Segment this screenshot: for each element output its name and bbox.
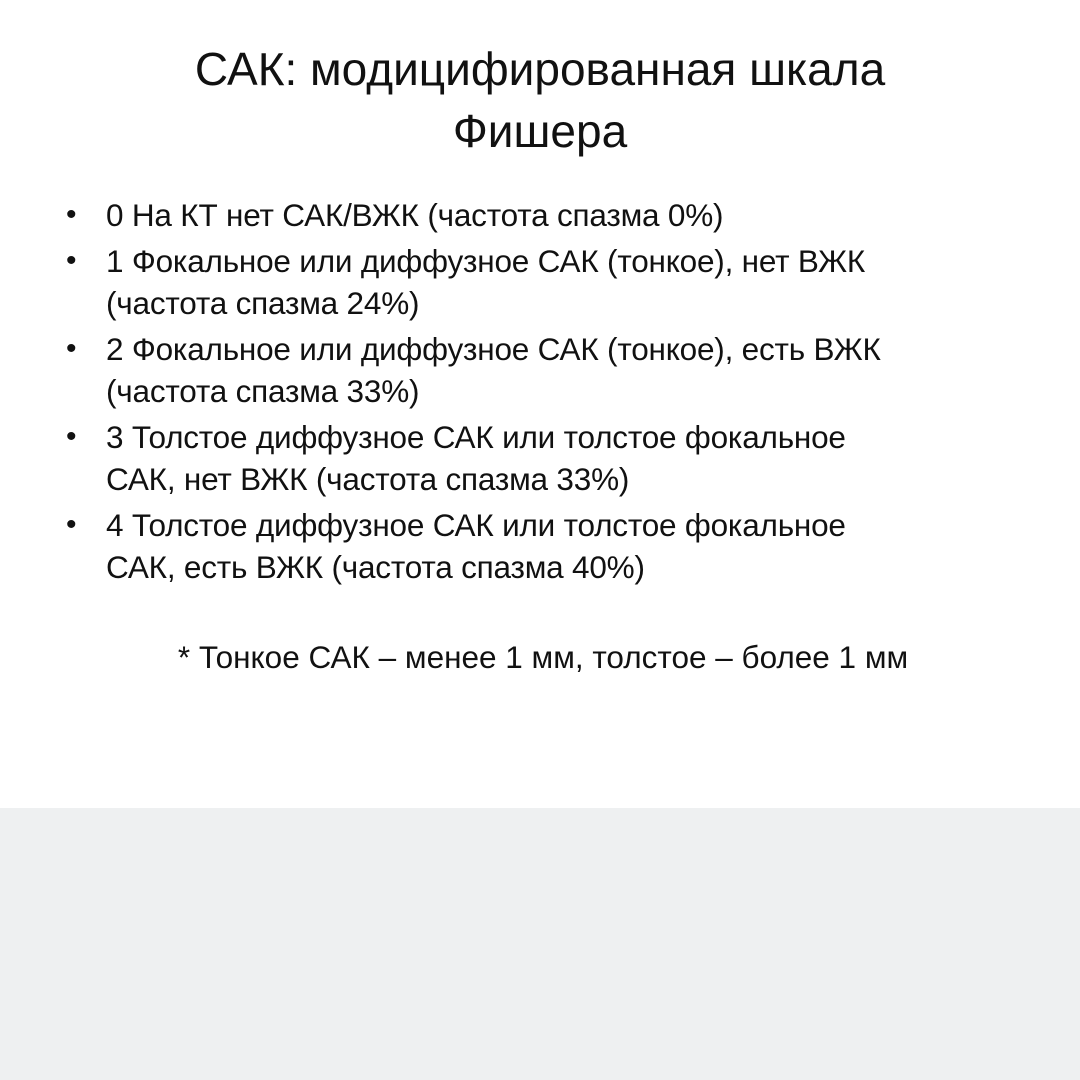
footnote: * Тонкое САК – менее 1 мм, толстое – более 1 мм: [177, 639, 909, 675]
bullet-item-grade-0: [64, 194, 1064, 236]
bullet-text-line-1: 4 Толстое диффузное САК или толстое фокальное: [106, 507, 846, 543]
bullet-item-grade-4: [64, 504, 1064, 588]
title-line-2: Фишера: [452, 105, 628, 157]
bullet-item-grade-3: [64, 416, 1064, 500]
bullet-marker: •: [66, 332, 77, 365]
bullet-text-line-1: 2 Фокальное или диффузное САК (тонкое), есть ВЖК: [106, 331, 881, 367]
bullet-marker: •: [66, 198, 77, 231]
bullet-list: [64, 194, 1064, 592]
bullet-text-line-2: (частота спазма 33%): [106, 373, 420, 409]
bullet-item-grade-2: [64, 328, 1064, 412]
bullet-text-line-1: 3 Толстое диффузное САК или толстое фокальное: [106, 419, 846, 455]
bullet-text-line-1: 1 Фокальное или диффузное САК (тонкое), нет ВЖК: [106, 243, 866, 279]
bullet-marker: •: [66, 244, 77, 277]
bullet-text-line-2: (частота спазма 24%): [106, 285, 420, 321]
bullet-item-grade-1: [64, 240, 1064, 324]
title-line-1: САК: модицифированная шкала: [194, 43, 886, 95]
bullet-marker: •: [66, 420, 77, 453]
slide-title: [0, 38, 1080, 162]
bullet-text-line-1: 0 На КТ нет САК/ВЖК (частота спазма 0%): [106, 197, 724, 233]
bullet-text-line-2: САК, нет ВЖК (частота спазма 33%): [106, 461, 630, 497]
bullet-marker: •: [66, 508, 77, 541]
bullet-text-line-2: САК, есть ВЖК (частота спазма 40%): [106, 549, 645, 585]
